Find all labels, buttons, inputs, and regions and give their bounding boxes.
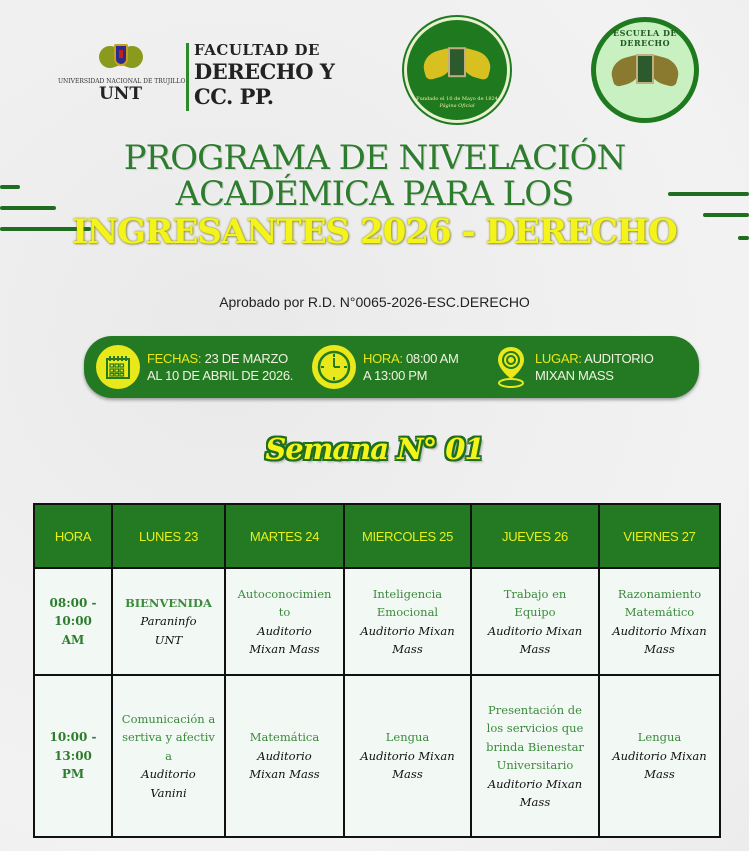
header-jueves: JUEVES 26	[471, 504, 599, 568]
session-cell	[225, 568, 344, 675]
table-row	[34, 675, 720, 837]
time-label: HORA:	[363, 351, 403, 366]
session-place: Auditorio Mixan Mass	[249, 748, 320, 782]
session-cell	[471, 675, 599, 837]
schedule-table	[33, 503, 721, 838]
faculty-line2: DERECHO Y	[194, 59, 335, 84]
seal-school-name: ESCUELA DE DERECHO	[613, 28, 677, 48]
session-place: Auditorio Mixan Mass	[612, 748, 707, 782]
calendar-icon	[96, 345, 140, 389]
unt-full-name: UNIVERSIDAD NACIONAL DE TRUJILLO	[58, 78, 186, 85]
place-line1: AUDITORIO	[584, 351, 654, 366]
header-hora: HORA	[34, 504, 112, 568]
faculty-seal	[404, 17, 510, 123]
session-subject: Razonamiento Matemático	[617, 586, 702, 619]
faculty-name	[194, 41, 334, 109]
dates-line1: 23 DE MARZO	[204, 351, 288, 366]
approval-note: Aprobado por R.D. N°0065-2026-ESC.DERECHO	[219, 294, 530, 310]
session-place: Auditorio Mixan Mass	[360, 748, 455, 782]
info-dates	[96, 336, 293, 398]
unt-eagle-emblem-icon	[99, 40, 143, 76]
session-subject: BIENVENIDA	[125, 595, 212, 610]
session-subject: Presentación de los servicios que brinda Bienestar Universitario	[486, 702, 584, 772]
session-place: Auditorio Mixan Mass	[360, 623, 455, 656]
location-pin-icon	[494, 345, 528, 389]
session-place: Paraninfo UNT	[140, 614, 197, 647]
time-line1: 08:00 AM	[405, 351, 459, 366]
table-header-row	[34, 504, 720, 568]
page-title	[0, 140, 749, 252]
session-place: Auditorio Mixan Mass	[612, 623, 707, 656]
session-cell	[599, 675, 720, 837]
clock-icon	[312, 345, 356, 389]
place-label: LUGAR:	[535, 351, 582, 366]
header-martes: MARTES 24	[225, 504, 344, 568]
law-school-seal	[591, 17, 699, 123]
eagle-emblem-icon	[615, 52, 675, 92]
info-band	[84, 336, 699, 398]
faculty-line1: FACULTAD DE	[194, 41, 320, 59]
session-subject: Trabajo en Equipo	[503, 586, 567, 619]
session-cell	[225, 675, 344, 837]
session-place: Auditorio Mixan Mass	[487, 623, 583, 656]
session-cell	[599, 568, 720, 675]
seal-founded-text: Fundado el 10 de Mayo de 1824	[416, 96, 498, 102]
place-line2: MIXAN MASS	[535, 368, 614, 383]
divider	[186, 43, 189, 111]
week-title: Semana N° 01	[265, 432, 484, 466]
info-place	[494, 336, 654, 398]
dates-line2: AL 10 DE ABRIL DE 2026.	[147, 368, 294, 383]
session-subject: Lengua	[385, 730, 430, 745]
dates-label: FECHAS:	[147, 351, 202, 366]
unt-acronym: UNT	[98, 84, 142, 104]
session-cell	[112, 568, 225, 675]
session-place: Auditorio Mixan Mass	[487, 776, 583, 809]
title-line1: PROGRAMA DE NIVELACIÓN	[123, 138, 626, 178]
time-cell: 10:00 - 13:00 PM	[34, 675, 112, 837]
faculty-line3: CC. PP.	[194, 84, 274, 109]
header-miercoles: MIERCOLES 25	[344, 504, 471, 568]
session-subject: Lengua	[637, 730, 682, 745]
seal-official-text: Página Oficial	[439, 103, 475, 109]
title-line2: ACADÉMICA PARA LOS	[175, 174, 574, 214]
session-subject: Matemática	[249, 730, 320, 745]
session-place: Auditorio Mixan Mass	[249, 623, 320, 656]
session-subject: Comunicación asertiva y afectiva	[121, 711, 216, 763]
time-cell: 08:00 - 10:00 AM	[34, 568, 112, 675]
header-viernes: VIERNES 27	[599, 504, 720, 568]
title-line3: INGRESANTES 2026 - DERECHO	[72, 212, 677, 252]
header-lunes: LUNES 23	[112, 504, 225, 568]
unt-logo	[58, 40, 186, 110]
session-cell	[344, 675, 471, 837]
time-line2: A 13:00 PM	[363, 368, 428, 383]
session-subject: Inteligencia Emocional	[372, 586, 443, 619]
session-place: Auditorio Vanini	[141, 767, 196, 800]
info-time	[312, 336, 459, 398]
table-row	[34, 568, 720, 675]
session-cell	[344, 568, 471, 675]
eagle-emblem-icon	[427, 45, 487, 85]
session-cell	[112, 675, 225, 837]
session-subject: Autoconocimiento	[237, 586, 332, 619]
session-cell	[471, 568, 599, 675]
